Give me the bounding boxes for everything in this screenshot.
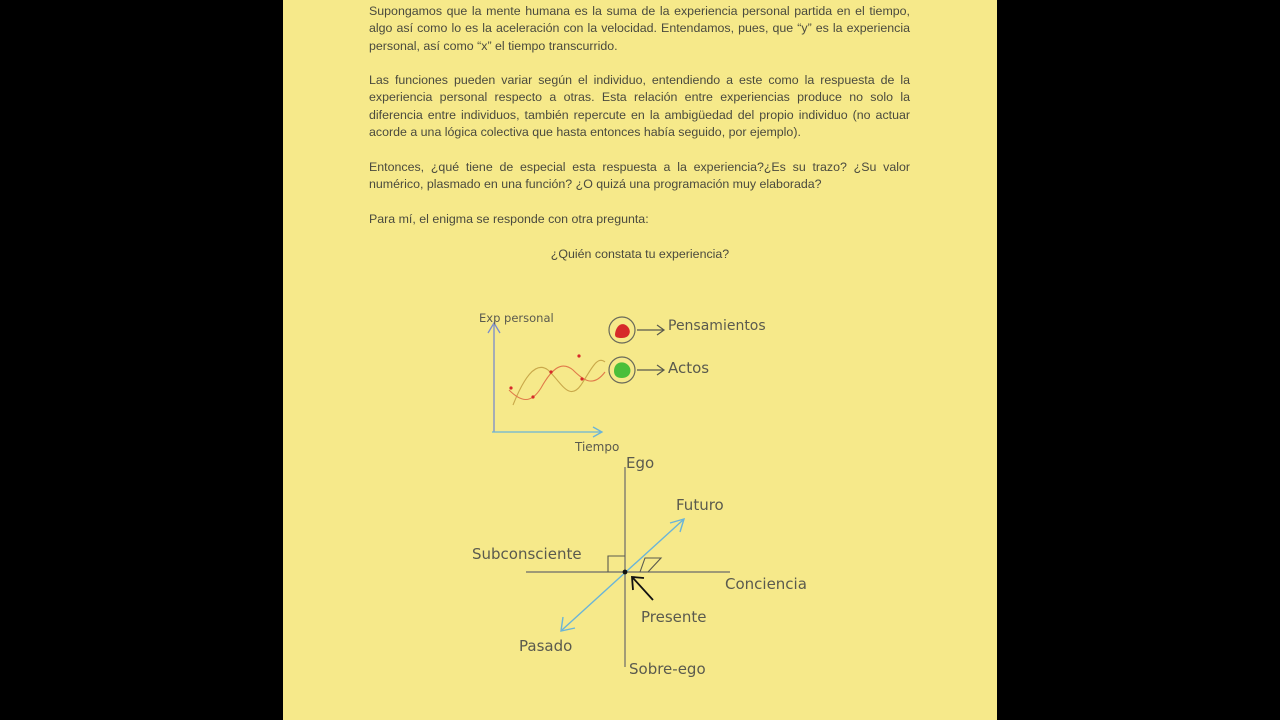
paragraph-3: Entonces, ¿qué tiene de especial esta respuesta a la experiencia?¿Es su trazo? ¿Su valor numérico, plasmado en una función? ¿O quizá una programación muy elaborada? bbox=[369, 160, 910, 192]
futuro-label: Futuro bbox=[676, 496, 724, 514]
right-angle-marker bbox=[608, 556, 625, 572]
thoughts-blob bbox=[615, 324, 630, 338]
handwritten-diagrams bbox=[283, 0, 997, 720]
ego-axes-diagram bbox=[472, 454, 807, 678]
acts-arrow bbox=[637, 365, 664, 375]
central-question: ¿Quién constata tu experiencia? bbox=[550, 247, 730, 261]
acts-label: Actos bbox=[668, 359, 710, 377]
data-point bbox=[580, 377, 583, 380]
data-point bbox=[509, 386, 512, 389]
x-axis-label: Tiempo bbox=[575, 440, 620, 454]
acts-blob bbox=[614, 362, 630, 378]
thoughts-arrow bbox=[637, 325, 664, 335]
paragraph-1: Supongamos que la mente humana es la suma de la experiencia personal partida en el tiempo, algo así como lo es la aceleración con la velocidad. Entendamos, pues, que “y” es la experiencia personal, así como “x” el tiempo transcurrido. bbox=[369, 4, 910, 53]
presente-label: Presente bbox=[641, 608, 707, 626]
sobre-ego-label: Sobre-ego bbox=[629, 660, 706, 678]
pasado-label: Pasado bbox=[519, 637, 573, 655]
paragraph-2: Las funciones pueden variar según el individuo, entendiendo a este como la respuesta de la experiencia personal respecto a otras. Esta relación entre experiencias produce no solo la diferencia entre individuos, también repercute en la ambigüedad del propio individuo (no actuar acorde a una lógica colectiva que hasta entonces había seguido, por ejemplo). bbox=[369, 73, 910, 140]
thoughts-label: Pensamientos bbox=[668, 318, 766, 334]
present-pointer-arrow bbox=[632, 577, 653, 600]
data-point bbox=[549, 370, 552, 373]
data-point bbox=[531, 395, 534, 398]
plane-marker bbox=[640, 558, 661, 572]
origin-point bbox=[623, 570, 628, 575]
conciencia-label: Conciencia bbox=[725, 575, 807, 593]
y-axis-label: Exp personal bbox=[479, 311, 554, 325]
ego-label: Ego bbox=[626, 454, 655, 472]
experience-time-graph bbox=[479, 311, 766, 454]
paragraph-4: Para mí, el enigma se responde con otra pregunta: bbox=[369, 212, 649, 226]
subconsciente-label: Subconsciente bbox=[472, 545, 582, 563]
document-page bbox=[283, 0, 997, 720]
data-point bbox=[577, 354, 580, 357]
